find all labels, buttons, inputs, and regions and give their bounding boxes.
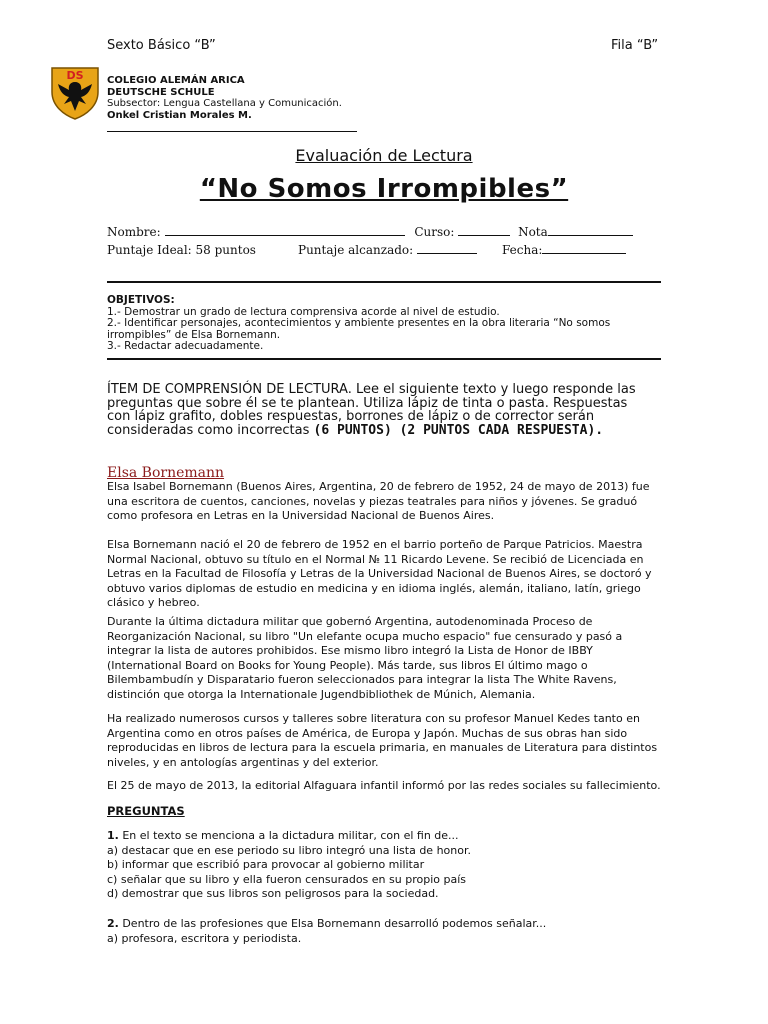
school-name: COLEGIO ALEMÁN ARICA [107, 75, 245, 86]
name-blank[interactable] [165, 225, 405, 236]
answer-option[interactable]: a) destacar que en ese periodo su libro integró una lista de honor. [107, 843, 471, 857]
answer-option[interactable]: d) demostrar que sus libros son peligrosos para la sociedad. [107, 887, 439, 900]
name-label: Nombre: [107, 225, 161, 239]
school-subtitle: DEUTSCHE SCHULE [107, 86, 215, 98]
question-number: 2. [107, 917, 119, 930]
score-field-row [107, 243, 256, 257]
bio-paragraph: El 25 de mayo de 2013, la editorial Alfaguara infantil informó por las redes sociales su fallecimiento. [107, 779, 661, 792]
question-text: En el texto se menciona a la dictadura militar, con el fin de... [118, 829, 459, 842]
question-text: Dentro de las profesiones que Elsa Bornemann desarrolló podemos señalar... [118, 917, 547, 930]
objectives-block [107, 295, 667, 353]
separator-top [107, 281, 661, 283]
achieved-score-field [298, 243, 477, 257]
instructions-points: (6 PUNTOS) (2 PUNTOS CADA RESPUESTA). [313, 422, 604, 438]
evaluation-title-text: Evaluación de Lectura [295, 146, 473, 165]
grade-blank[interactable] [548, 225, 633, 236]
date-field [502, 243, 626, 257]
answer-option[interactable]: a) profesora, escritora y periodista. [107, 931, 302, 945]
logo-text: DS [66, 69, 84, 82]
ideal-score: Puntaje Ideal: 58 puntos [107, 243, 256, 257]
objectives-title: OBJETIVOS: [107, 294, 175, 306]
question-2-stem [107, 917, 667, 932]
date-label: Fecha: [502, 243, 543, 257]
objective-item: 2.- Identificar personajes, acontecimientos y ambiente presentes en la obra literaria “No somos irrompibles” de Elsa Bornemann. [107, 317, 611, 341]
school-crest-logo [50, 66, 100, 120]
questions-title: PREGUNTAS [107, 804, 185, 818]
book-title-text: “No Somos Irrompibles” [199, 174, 569, 204]
objective-item: 1.- Demostrar un grado de lectura comprensiva acorde al nivel de estudio. [107, 305, 500, 318]
question-1 [107, 829, 667, 902]
bio-paragraph: Durante la última dictadura militar que gobernó Argentina, autodenominada Proceso de Reorganización Nacional, su libro "Un elefante ocupa mucho espacio" fue censurado y pasó a integrar la lista de autores prohibidos. Ese mismo libro integró la Lista de Honor de IBBY (International Board on Books for Young People). Más tarde, sus libros El último mago o Bilembambudín y Disparatario fueron seleccionados para integrar la lista The White Ravens, distinción que otorga la Internationale Jugendbibliothek de Múnich, Alemania. [107, 615, 623, 701]
grade-label: Nota [518, 225, 548, 239]
achieved-score-blank[interactable] [417, 243, 477, 254]
question-1-stem [107, 829, 667, 844]
teacher-name: Onkel Cristian Morales M. [107, 109, 252, 121]
question-number: 1. [107, 829, 119, 842]
course-blank[interactable] [458, 225, 510, 236]
date-blank[interactable] [542, 243, 626, 254]
subject-line: Subsector: Lengua Castellana y Comunicación. [107, 98, 342, 109]
biography-title: Elsa Bornemann [107, 465, 225, 481]
instructions-text: ÍTEM DE COMPRENSIÓN DE LECTURA. Lee el siguiente texto y luego responde las preguntas que sobre él se te plantean. Utiliza lápiz de tinta o pasta. Respuestas con lápiz grafito, dobles respuestas, borrones de lápiz o de corrector serán consideradas como incorrectas [107, 382, 636, 438]
book-title [0, 174, 768, 204]
name-field-row [107, 225, 633, 239]
answer-option[interactable]: c) señalar que su libro y ella fueron censurados en su propio país [107, 872, 466, 886]
bio-paragraph: Elsa Bornemann nació el 20 de febrero de 1952 en el barrio porteño de Parque Patricios. Maestra Normal Nacional, obtuvo su título en el Normal № 11 Ricardo Levene. Se recibió de Licenciada en Letras en la Facultad de Filosofía y Letras de la Universidad Nacional de Buenos Aires, se doctoró y obtuvo varios diplomas de estudio en medicina y en idioma inglés, alemán, italiano, latín, griego clásico y hebreo. [107, 538, 652, 609]
question-2 [107, 917, 667, 946]
school-info [107, 75, 342, 121]
signature-rule [107, 131, 357, 132]
objective-item: 3.- Redactar adecuadamente. [107, 340, 264, 352]
achieved-score-label: Puntaje alcanzado: [298, 243, 414, 257]
evaluation-title [0, 146, 768, 165]
reading-instructions [107, 383, 652, 437]
row-label: Fila “B” [611, 38, 659, 53]
course-field-label: Curso: [414, 225, 455, 239]
answer-option[interactable]: b) informar que escribió para provocar al gobierno militar [107, 858, 425, 871]
course-label: Sexto Básico “B” [107, 38, 216, 53]
bio-paragraph: Elsa Isabel Bornemann (Buenos Aires, Argentina, 20 de febrero de 1952, 24 de mayo de 2013) fue una escritora de cuentos, canciones, novelas y piezas teatrales para niños y jóvenes. Se graduó como profesora en Letras en la Universidad Nacional de Buenos Aires. [107, 480, 650, 522]
separator-bottom [107, 358, 661, 360]
bio-paragraph: Ha realizado numerosos cursos y talleres sobre literatura con su profesor Manuel Kedes tanto en Argentina como en otros países de América, de Europa y Japón. Muchas de sus obras han sido reproducidas en libros de lectura para la escuela primaria, en manuales de Literatura para distintos niveles, y en antologías argentinas y del exterior. [107, 712, 658, 769]
